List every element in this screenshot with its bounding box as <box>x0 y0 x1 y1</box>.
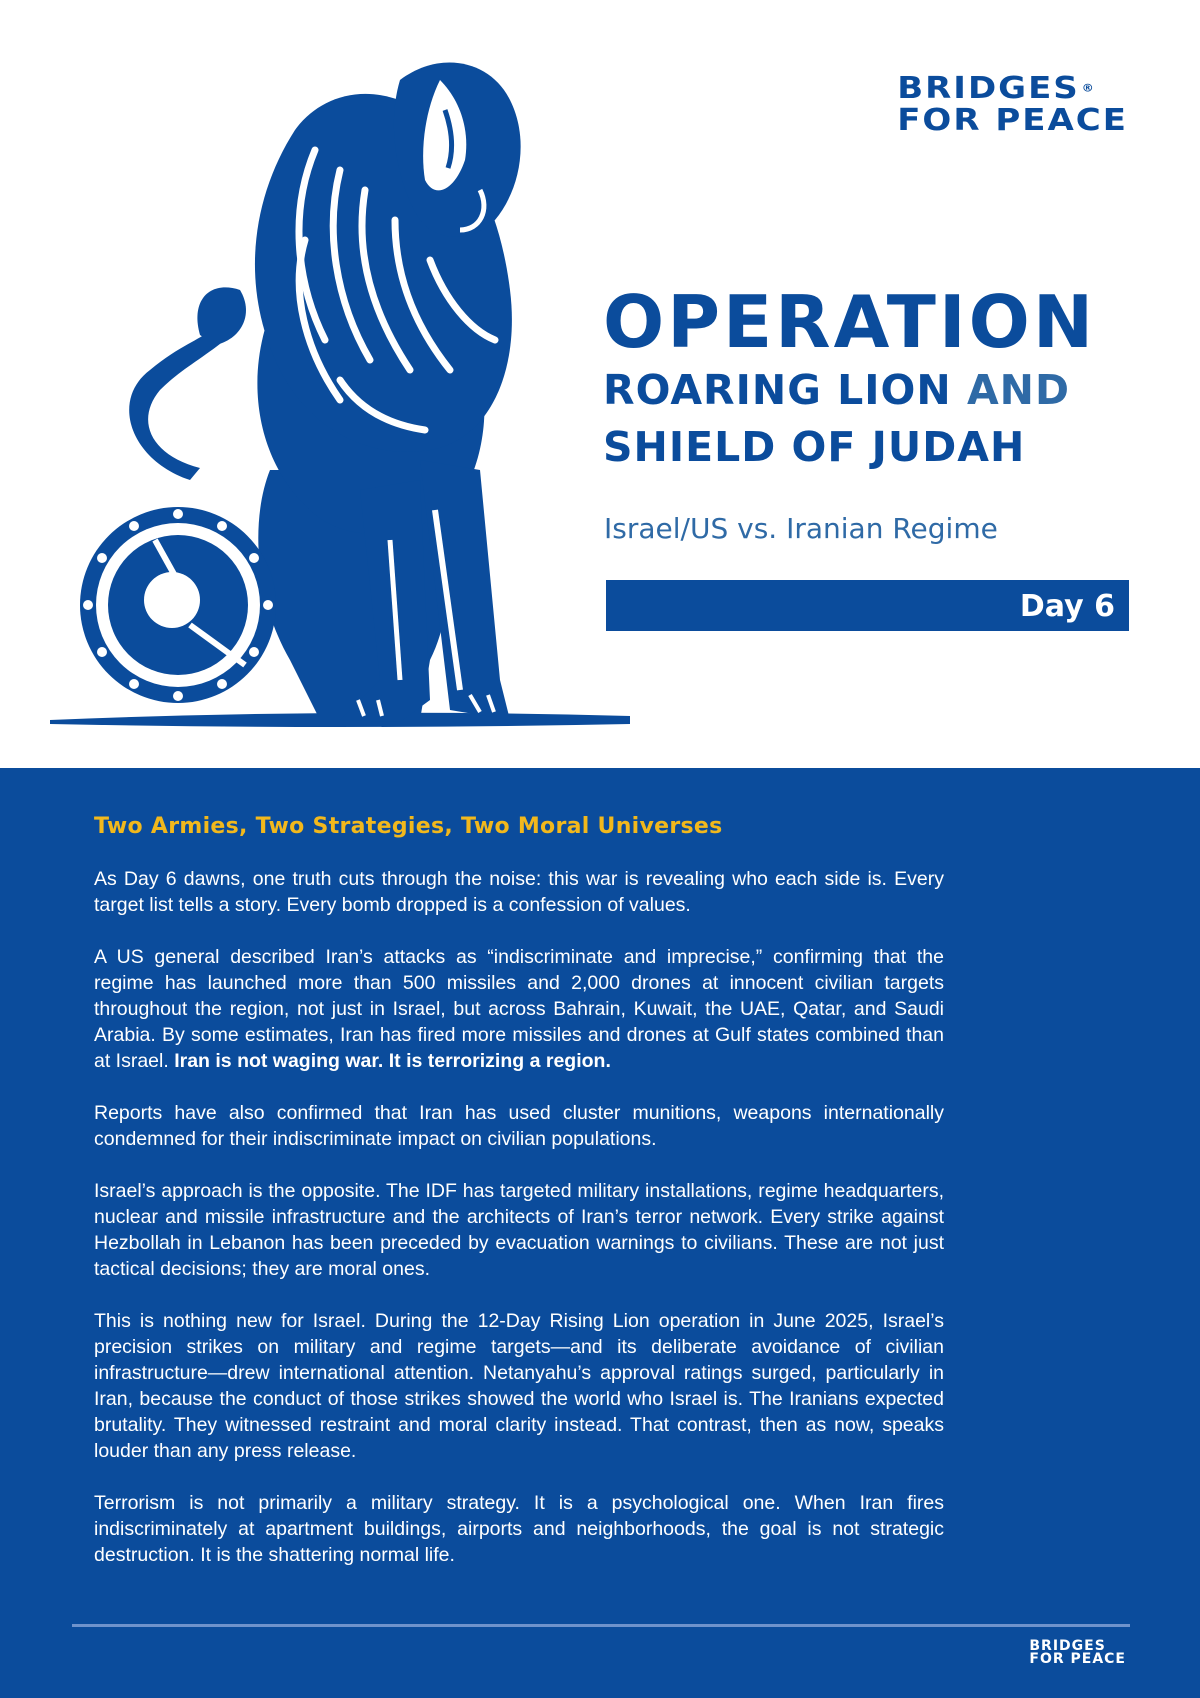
day-banner <box>606 580 1129 631</box>
article-section <box>0 768 1200 1698</box>
day-label: Day 6 <box>1019 589 1115 624</box>
title-shield-of-judah: SHIELD OF JUDAH <box>603 423 1026 471</box>
paragraph-6: Terrorism is not primarily a military strategy. It is a psychological one. When Iran fires indiscriminately at apartment buildings, airports and neighborhoods, the goal is not strategic destruction. It is the shattering normal life. <box>94 1492 944 1566</box>
paragraph-1: As Day 6 dawns, one truth cuts through the noise: this war is revealing who each side is. Every target list tells a story. Every bomb dropped is a confession of values. <box>94 868 944 916</box>
bridges-for-peace-logo[interactable] <box>897 72 1128 136</box>
title-and-word: AND <box>966 366 1071 414</box>
paragraph-4: Israel’s approach is the opposite. The IDF has targeted military installations, regime headquarters, nuclear and missile infrastructure and the architects of Iran’s terror network. Every strike against Hezbollah in Lebanon has been preceded by evacuation warnings to civilians. These are not just tactical decisions; they are moral ones. <box>94 1180 944 1280</box>
paragraph-2-bold: Iran is not waging war. It is terrorizing a region. <box>174 1050 611 1072</box>
footer-logo-line-2: FOR PEACE <box>1029 1651 1126 1667</box>
footer-divider <box>72 1624 1130 1627</box>
paragraph-2 <box>94 944 944 1074</box>
subtitle: Israel/US vs. Iranian Regime <box>604 512 998 545</box>
title-roaring-lion-text: ROARING LION <box>603 366 967 414</box>
paragraph-2-text: A US general described Iran’s attacks as “indiscriminate and imprecise,” confirming that the regime has launched more than 500 missiles and 2,000 drones at innocent civilian targets throughout the region, not just in Israel, but across Bahrain, Kuwait, the UAE, Qatar, and Saudi Arabia. By some estimates, Iran has fired more missiles and drones at Gulf states combined than at Israel. <box>94 946 944 1072</box>
footer-logo-line-1: BRIDGES <box>1029 1638 1106 1654</box>
title-roaring-lion <box>603 366 1070 414</box>
cover-header <box>0 0 1200 768</box>
title-operation: OPERATION <box>603 280 1097 364</box>
registered-mark: ® <box>1081 81 1096 95</box>
paragraph-5: This is nothing new for Israel. During the 12-Day Rising Lion operation in June 2025, Israel’s precision strikes on military and regime targets—and its deliberate avoidance of civilian infrastructure—drew international attention. Netanyahu’s approval ratings surged, particularly in Iran, because the conduct of those strikes showed the world who Israel is. The Iranians expected brutality. They witnessed restraint and moral clarity instead. That contrast, then as now, speaks louder than any press release. <box>94 1310 944 1462</box>
article-body <box>94 866 944 1594</box>
logo-line-2: FOR PEACE <box>897 102 1128 138</box>
footer-logo[interactable] <box>1029 1640 1126 1666</box>
article-heading: Two Armies, Two Strategies, Two Moral Universes <box>94 814 723 839</box>
paragraph-3: Reports have also confirmed that Iran has used cluster munitions, weapons internationally condemned for their indiscriminate impact on civilian populations. <box>94 1102 944 1150</box>
roaring-lion-with-shield-icon <box>40 40 640 730</box>
logo-line-1: BRIDGES ® <box>897 70 1096 106</box>
